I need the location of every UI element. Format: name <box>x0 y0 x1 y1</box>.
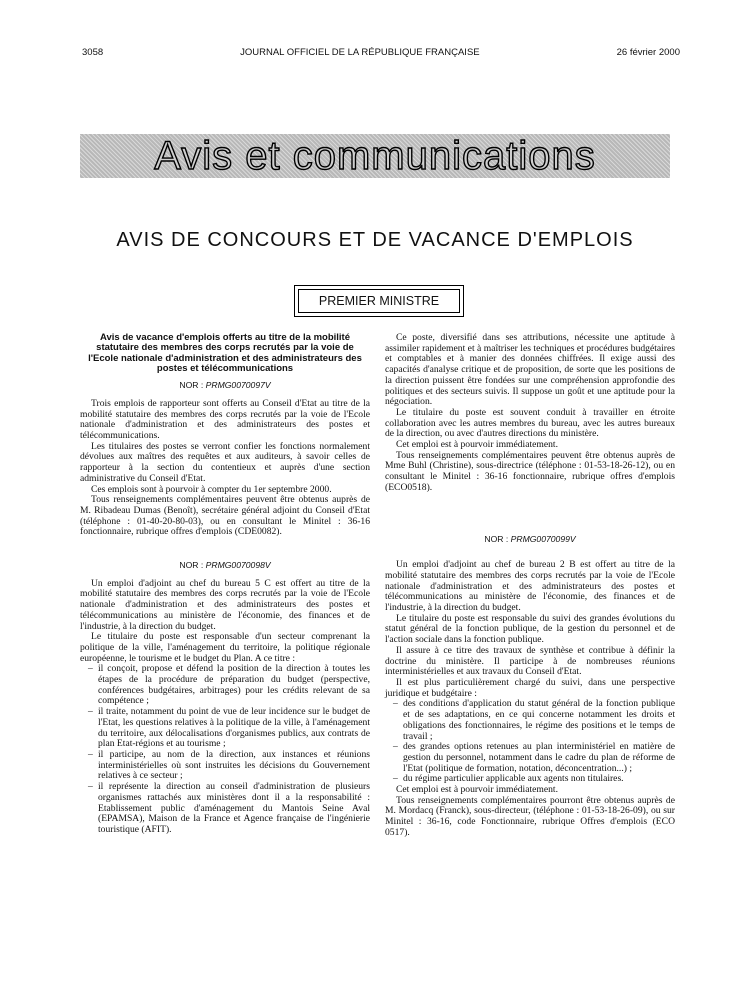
list-item: – il traite, notamment du point de vue de leur incidence sur le budget de l'Etat, les questions relatives à la politique de la ville, à l'aménagement du territoire, aux délocalisations d'organismes publics, aux contrats de plan Etat-régions et au tourisme ; <box>80 707 370 750</box>
paragraph: Cet emploi est à pourvoir immédiatement. <box>396 784 558 796</box>
nor-code: PRMG0070098V <box>205 560 271 571</box>
nor-reference: NOR : PRMG0070098V <box>179 560 271 571</box>
duties-list <box>80 664 370 835</box>
list-item: – il représente la direction au conseil d'administration de plusieurs organismes rattachés aux ministères dont il a la responsabilité : Etablissement public d'aménagement du Mantois Seine Aval (EPAMSA), Maison de la France et Agence française de l'ingénierie touristique (AFIT). <box>80 782 370 836</box>
main-title: AVIS DE CONCOURS ET DE VACANCE D'EMPLOIS <box>116 229 634 251</box>
page-header <box>82 47 680 58</box>
paragraph: Un emploi d'adjoint au chef de bureau 2 B est offert au titre de la mobilité statutaire des membres des corps recrutés par la voie de l'Ecole nationale d'administration et des administrateurs des postes et télécommunications au ministère de l'économie, des finances et de l'industrie, à la direction du budget. <box>385 559 675 614</box>
ministry-box <box>298 289 460 313</box>
paragraph: Cet emploi est à pourvoir immédiatement. <box>396 439 558 451</box>
paragraph: Il assure à ce titre des travaux de synthèse et contribue à définir la doctrine du ministère. Il participe à de nombreuses réunions interministérielles et aux travaux du Conseil d'Etat. <box>385 644 675 678</box>
paragraph: Les titulaires des postes se verront confier les fonctions normalement dévolues aux maîtres des requêtes et aux auditeurs, à savoir celles de rapporteur à la section du contentieux et auprès d'une section administrative du Conseil d'Etat. <box>80 440 370 484</box>
notice-title: Avis de vacance d'emplois offerts au titre de la mobilité statutaire des membres des corps recrutés par la voie de l'Ecole nationale d'administration et des administrateurs des postes et télécommunications <box>88 332 362 374</box>
paragraph: Tous renseignements complémentaires pourront être obtenus auprès de M. Mordacq (Franck), sous-directeur, (téléphone : 01-53-18-26-09), ou sur Minitel : 36-16, code Fonctionnaire, rubrique Offres d'emplois (ECO 0517). <box>385 794 675 838</box>
ministry-label: PREMIER MINISTRE <box>318 294 440 308</box>
paragraph: Trois emplois de rapporteur sont offerts au Conseil d'Etat au titre de la mobilité statutaire des membres des corps recrutés par la voie de l'Ecole nationale d'administration et des administrateurs des postes et télécommunications. <box>80 397 370 441</box>
left-column <box>80 333 370 836</box>
nor-code: PRMG0070099V <box>510 533 576 544</box>
paragraph: Tous renseignements complémentaires peuvent être obtenus auprès de Mme Buhl (Christine), sous-directrice (téléphone : 01-53-18-26-12), ou en consultant le Minitel : 36-16 fonctionnaire, rubrique offres d'emplois (ECO0518). <box>385 449 675 493</box>
paragraph: Le titulaire du poste est responsable d'un secteur comprenant la politique de la ville, l'aménagement du territoire, la politique régionale européenne, le tourisme et le budget du Plan. A ce titre : <box>80 631 370 664</box>
paragraph: Ces emplois sont à pourvoir à compter du 1er septembre 2000. <box>91 483 332 495</box>
list-item: – des grandes options retenues au plan interministériel en matière de gestion du personnel, notamment dans le cadre du plan de réforme de l'Etat (politique de formation, notation, déconcentration...) ; <box>385 742 675 774</box>
list-item: – des conditions d'application du statut général de la fonction publique et de ses adaptations, en ce qui concerne notamment les droits et obligations des fonctionnaires, le régime des positions et le temps de travail ; <box>385 699 675 742</box>
list-item: – du régime particulier applicable aux agents non titulaires. <box>385 774 675 785</box>
issue-date: 26 février 2000 <box>616 47 680 58</box>
journal-title: JOURNAL OFFICIEL DE LA RÉPUBLIQUE FRANÇAISE <box>240 47 480 58</box>
section-banner <box>80 134 670 178</box>
nor-code: PRMG0070097V <box>205 380 271 391</box>
paragraph: Le titulaire du poste est souvent conduit à travailler en étroite collaboration avec les autres membres du bureau, avec les autres bureaux de la direction, ou avec d'autres directions du ministère. <box>385 406 675 440</box>
paragraph: Il est plus particulièrement chargé du suivi, dans une perspective juridique et budgétaire : <box>385 676 675 699</box>
list-item: – il conçoit, propose et défend la position de la direction à toutes les étapes de la procédure de préparation du budget (perspective, conférences budgétaires, arbitrages) pour les crédits relevant de sa compétence ; <box>80 664 370 707</box>
paragraph: Tous renseignements complémentaires peuvent être obtenus auprès de M. Ribadeau Dumas (Benoît), secrétaire général adjoint du Conseil d'Etat (téléphone : 01-40-20-80-03), ou en consultant le Minitel : 36-16 fonctionnaire, rubrique offres d'emplois (CDE0082). <box>80 494 370 538</box>
right-column <box>385 333 675 839</box>
list-item: – il participe, au nom de la direction, aux instances et réunions interministérielles où sont instruites les décisions du Gouvernement relatives à ce secteur ; <box>80 750 370 782</box>
paragraph: Un emploi d'adjoint au chef du bureau 5 C est offert au titre de la mobilité statutaire des membres des corps recrutés par la voie de l'Ecole nationale d'administration et des administrateurs des postes et télécommunications au ministère de l'économie, des finances et de l'industrie, à la direction du budget. <box>80 577 370 632</box>
duties-list <box>385 699 675 785</box>
nor-reference: NOR : PRMG0070097V <box>179 380 271 391</box>
paragraph: Ce poste, diversifié dans ses attributions, nécessite une aptitude à assimiler rapidement et à maîtriser les techniques et procédures budgétaires et comptables et à manier des données chiffrées. Il exige aussi des capacités d'analyse critique et de proposition, de sorte que les positions de la direction puissent être fondées sur une compréhension approfondie des politiques et des secteurs suivis. Il suppose un goût et une aptitude pour la négociation. <box>385 332 675 408</box>
paragraph: Le titulaire du poste est responsable du suivi des grandes évolutions du statut général de la fonction publique, de la gestion du personnel et de l'action sociale dans la fonction publique. <box>385 612 675 646</box>
banner-title: Avis et communications <box>154 134 596 178</box>
nor-reference: NOR : PRMG0070099V <box>484 533 576 544</box>
page-number: 3058 <box>82 47 104 58</box>
